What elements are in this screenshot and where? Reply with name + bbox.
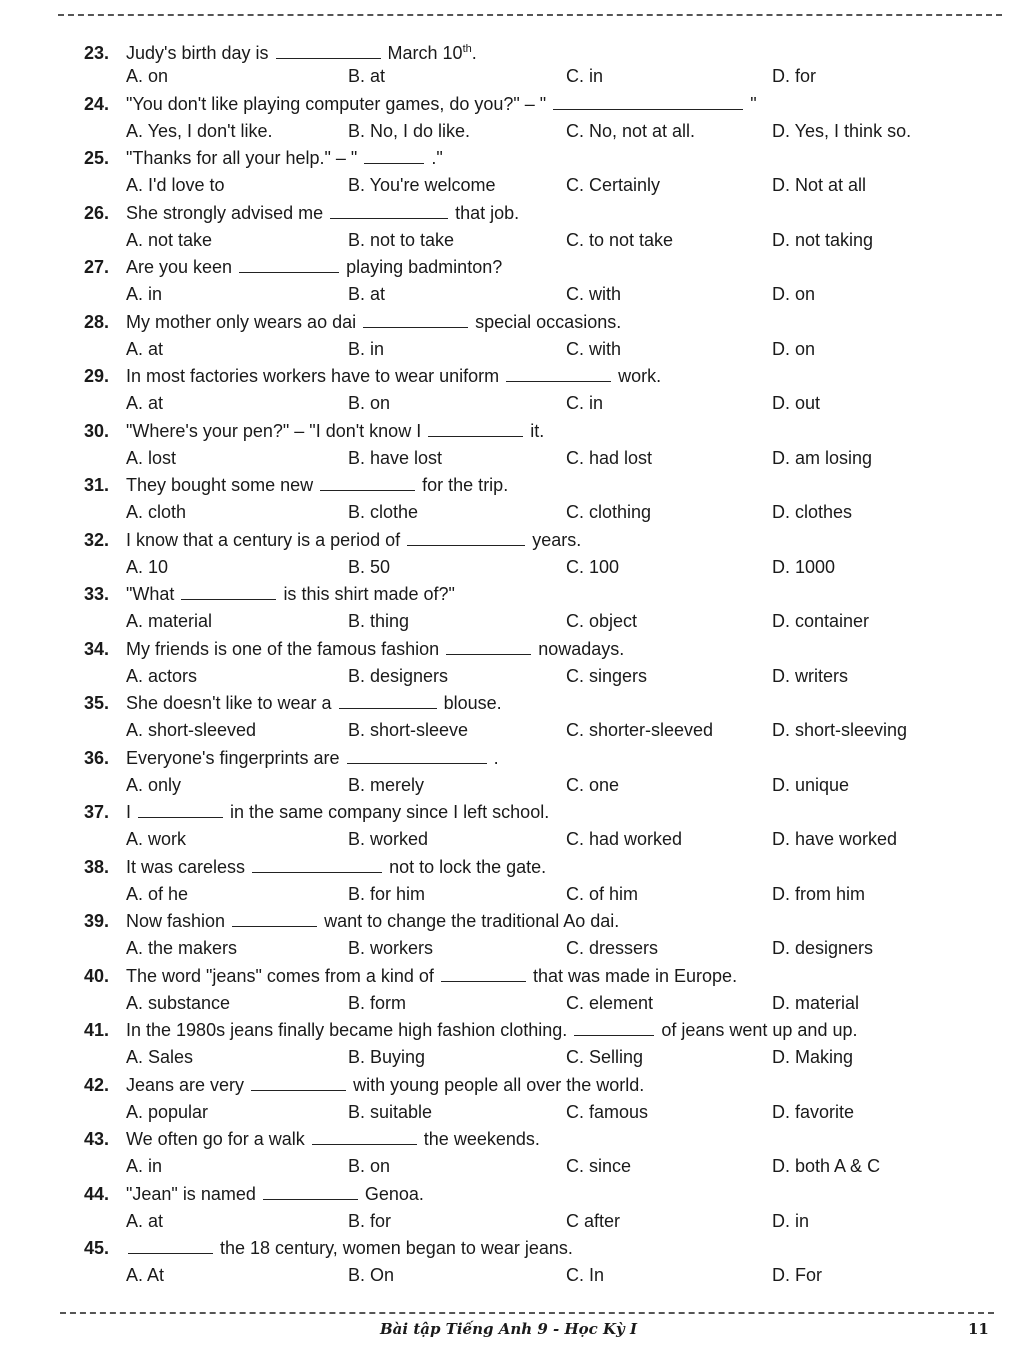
answer-options xyxy=(126,1208,964,1235)
question-text-before: Are you keen xyxy=(126,257,233,277)
answer-option: C. Selling xyxy=(566,1047,644,1067)
question-item xyxy=(84,309,964,364)
answer-options xyxy=(126,772,964,799)
question-number: 40. xyxy=(84,965,110,986)
answer-option: A. actors xyxy=(126,665,198,686)
question-stem xyxy=(84,363,661,390)
question-number: 30. xyxy=(84,420,110,441)
answer-option: C. in xyxy=(566,393,604,413)
question-number: 26. xyxy=(84,202,110,223)
question-text-after: not to lock the gate. xyxy=(389,856,547,877)
answer-option: C. in xyxy=(566,66,604,86)
answer-options xyxy=(126,63,964,90)
answer-blank xyxy=(181,583,276,600)
question-number: 25. xyxy=(84,148,110,168)
question-text-after: the weekends. xyxy=(423,1129,540,1149)
question-stem xyxy=(84,1072,644,1099)
answer-option: C. dressers xyxy=(566,938,659,958)
answer-option: D. short-sleeving xyxy=(772,720,908,740)
answer-blank xyxy=(128,1237,213,1254)
answer-option: C. element xyxy=(566,992,654,1013)
question-stem xyxy=(84,963,737,990)
answer-option: B. You're welcome xyxy=(348,175,496,195)
answer-options xyxy=(126,227,964,254)
answer-blank xyxy=(506,365,611,382)
answer-blank xyxy=(252,856,382,873)
question-stem xyxy=(84,418,544,445)
answer-option: A. on xyxy=(126,66,169,86)
question-stem xyxy=(84,1126,540,1153)
question-item xyxy=(84,527,964,582)
question-number: 41. xyxy=(84,1020,110,1040)
answer-option: C. clothing xyxy=(566,502,652,522)
answer-option: A. popular xyxy=(126,1101,209,1122)
question-item xyxy=(84,908,964,963)
answer-option: C. had worked xyxy=(566,829,683,849)
answer-blank xyxy=(407,529,525,546)
answer-option: D. in xyxy=(772,1210,810,1231)
answer-options xyxy=(126,717,964,744)
answer-option: D. For xyxy=(772,1265,823,1285)
answer-option: D. 1000 xyxy=(772,556,836,577)
question-number: 31. xyxy=(84,475,110,495)
question-text-after: " xyxy=(750,93,757,114)
question-text-before: Jeans are very xyxy=(126,1074,245,1095)
answer-option: B. for xyxy=(348,1210,392,1231)
question-text-before: My mother only wears ao dai xyxy=(126,311,357,332)
question-stem xyxy=(84,254,502,281)
answer-options xyxy=(126,1262,964,1289)
answer-option: B. have lost xyxy=(348,447,443,468)
question-number: 38. xyxy=(84,856,110,877)
answer-option: A. only xyxy=(126,774,182,795)
answer-option: D. material xyxy=(772,992,860,1013)
answer-blank xyxy=(263,1183,358,1200)
question-number: 39. xyxy=(84,911,110,931)
question-text-after: is this shirt made of?" xyxy=(283,584,455,604)
answer-option: A. Yes, I don't like. xyxy=(126,120,273,141)
question-text-after: for the trip. xyxy=(422,475,509,495)
question-stem xyxy=(84,854,546,881)
question-item xyxy=(84,1072,964,1127)
answer-blank xyxy=(320,474,415,491)
question-text-after: playing badminton? xyxy=(346,257,503,277)
question-item xyxy=(84,636,964,691)
answer-option: D. on xyxy=(772,284,816,304)
question-number: 36. xyxy=(84,747,110,768)
answer-option: A. Sales xyxy=(126,1047,194,1067)
answer-option: D. for xyxy=(772,66,817,86)
answer-option: B. 50 xyxy=(348,556,391,577)
question-item xyxy=(84,581,964,636)
answer-option: B. not to take xyxy=(348,229,455,250)
question-number: 34. xyxy=(84,638,110,659)
answer-option: C. to not take xyxy=(566,229,674,250)
answer-options xyxy=(126,172,964,199)
question-stem xyxy=(84,690,502,717)
question-number: 28. xyxy=(84,311,110,332)
question-number: 27. xyxy=(84,257,110,277)
question-number: 44. xyxy=(84,1183,110,1204)
answer-blank xyxy=(330,202,448,219)
question-list xyxy=(84,36,964,1290)
question-text-after: that job. xyxy=(455,202,520,223)
question-text-before: We often go for a walk xyxy=(126,1129,305,1149)
question-text-before: They bought some new xyxy=(126,475,314,495)
question-item xyxy=(84,745,964,800)
answer-option: B. workers xyxy=(348,938,434,958)
question-text-before: "You don't like playing computer games, do you?" – " xyxy=(126,93,547,114)
answer-option: C. with xyxy=(566,284,622,304)
answer-option: A. at xyxy=(126,393,164,413)
answer-option: B. for him xyxy=(348,883,426,904)
answer-options xyxy=(126,499,964,526)
answer-option: B. clothe xyxy=(348,502,419,522)
answer-blank xyxy=(347,747,487,764)
answer-option: D. Not at all xyxy=(772,175,867,195)
answer-option: A. At xyxy=(126,1265,165,1285)
question-text-before: In the 1980s jeans finally became high fashion clothing. xyxy=(126,1020,568,1040)
question-text-before: I xyxy=(126,802,132,822)
answer-option: D. both A & C xyxy=(772,1156,881,1176)
answer-options xyxy=(126,1044,964,1071)
question-text-after: it. xyxy=(530,420,545,441)
answer-option: C. shorter-sleeved xyxy=(566,720,714,740)
answer-option: D. Yes, I think so. xyxy=(772,120,912,141)
answer-blank xyxy=(364,147,424,164)
question-number: 42. xyxy=(84,1074,110,1095)
answer-option: A. work xyxy=(126,829,187,849)
question-text-after: that was made in Europe. xyxy=(532,965,738,986)
question-item xyxy=(84,1235,964,1290)
question-number: 32. xyxy=(84,529,110,550)
bottom-divider xyxy=(60,1312,994,1314)
answer-blank xyxy=(363,311,468,328)
question-item xyxy=(84,1181,964,1236)
question-text-after: years. xyxy=(532,529,582,550)
answer-option: B. in xyxy=(348,338,385,359)
question-text-before: She strongly advised me xyxy=(126,202,324,223)
question-number: 43. xyxy=(84,1129,110,1149)
question-number: 24. xyxy=(84,93,110,114)
answer-option: A. at xyxy=(126,1210,164,1231)
question-item xyxy=(84,1017,964,1072)
question-text-before: My friends is one of the famous fashion xyxy=(126,638,440,659)
question-stem xyxy=(84,527,581,554)
question-item xyxy=(84,854,964,909)
question-stem xyxy=(84,1235,573,1262)
answer-blank xyxy=(574,1019,654,1036)
answer-options xyxy=(126,608,964,635)
answer-option: A. in xyxy=(126,284,163,304)
answer-option: A. at xyxy=(126,338,164,359)
answer-blank xyxy=(339,692,437,709)
question-text-before: Now fashion xyxy=(126,911,226,931)
question-number: 37. xyxy=(84,802,110,822)
question-stem xyxy=(84,799,549,826)
answer-option: A. substance xyxy=(126,992,231,1013)
question-stem xyxy=(84,908,619,935)
question-text-after: with young people all over the world. xyxy=(353,1074,645,1095)
top-divider xyxy=(58,14,1002,16)
question-stem xyxy=(84,309,621,336)
answer-option: D. from him xyxy=(772,883,866,904)
answer-blank xyxy=(251,1074,346,1091)
question-stem xyxy=(84,91,757,118)
answer-option: A. material xyxy=(126,611,213,631)
answer-option: A. in xyxy=(126,1156,163,1176)
answer-option: A. lost xyxy=(126,447,177,468)
answer-option: D. have worked xyxy=(772,829,898,849)
question-item xyxy=(84,1126,964,1181)
answer-option: A. 10 xyxy=(126,556,169,577)
question-stem xyxy=(84,1181,424,1208)
question-number: 45. xyxy=(84,1238,110,1258)
question-stem xyxy=(84,745,499,772)
question-item xyxy=(84,799,964,854)
question-text-before: She doesn't like to wear a xyxy=(126,693,332,713)
answer-option: D. out xyxy=(772,393,821,413)
answer-option: D. clothes xyxy=(772,502,853,522)
answer-option: D. container xyxy=(772,611,870,631)
answer-blank xyxy=(428,420,523,437)
question-item xyxy=(84,200,964,255)
answer-option: B. form xyxy=(348,992,407,1013)
question-stem xyxy=(84,145,443,172)
question-text-before: The word "jeans" comes from a kind of xyxy=(126,965,434,986)
question-text-after: Genoa. xyxy=(364,1183,424,1204)
answer-options xyxy=(126,935,964,962)
answer-option: C. object xyxy=(566,611,638,631)
answer-options xyxy=(126,281,964,308)
question-text-before: "Thanks for all your help." – " xyxy=(126,148,358,168)
answer-option: B. at xyxy=(348,66,386,86)
question-item xyxy=(84,472,964,527)
question-text-before: Judy's birth day is xyxy=(126,43,269,63)
answer-option: B. designers xyxy=(348,665,449,686)
answer-option: B. No, I do like. xyxy=(348,120,471,141)
question-number: 33. xyxy=(84,584,110,604)
question-stem xyxy=(84,636,624,663)
question-text-after: in the same company since I left school. xyxy=(230,802,550,822)
answer-option: B. worked xyxy=(348,829,429,849)
answer-option: C. with xyxy=(566,338,622,359)
answer-option: B. thing xyxy=(348,611,410,631)
question-text-before: I know that a century is a period of xyxy=(126,529,401,550)
answer-option: C. No, not at all. xyxy=(566,120,696,141)
question-text-after: of jeans went up and up. xyxy=(661,1020,858,1040)
question-item xyxy=(84,36,964,91)
question-text-after: want to change the traditional Ao dai. xyxy=(324,911,620,931)
answer-option: C. had lost xyxy=(566,447,653,468)
question-text-after: . xyxy=(493,747,499,768)
answer-option: B. suitable xyxy=(348,1101,433,1122)
answer-options xyxy=(126,554,964,581)
answer-options xyxy=(126,663,964,690)
question-item xyxy=(84,690,964,745)
answer-option: D. writers xyxy=(772,665,848,686)
answer-option: A. short-sleeved xyxy=(126,720,257,740)
answer-option: D. favorite xyxy=(772,1101,855,1122)
question-item xyxy=(84,145,964,200)
answer-options xyxy=(126,390,964,417)
answer-options xyxy=(126,881,964,908)
answer-option: C. 100 xyxy=(566,556,620,577)
answer-option: A. not take xyxy=(126,229,213,250)
answer-option: D. on xyxy=(772,338,816,359)
answer-blank xyxy=(232,910,317,927)
answer-option: B. merely xyxy=(348,774,425,795)
question-item xyxy=(84,418,964,473)
question-text-after: March 10 xyxy=(387,43,463,63)
question-text-after: blouse. xyxy=(443,693,502,713)
answer-blank xyxy=(553,93,743,110)
question-number: 35. xyxy=(84,693,110,713)
answer-option: C. famous xyxy=(566,1101,649,1122)
question-text-after: work. xyxy=(618,366,662,386)
answer-options xyxy=(126,336,964,363)
question-text-after: ." xyxy=(431,148,443,168)
question-text-end: . xyxy=(471,43,477,63)
question-stem xyxy=(84,581,455,608)
answer-option: D. Making xyxy=(772,1047,854,1067)
question-stem xyxy=(84,472,508,499)
answer-option: C. In xyxy=(566,1265,605,1285)
answer-blank xyxy=(441,965,526,982)
answer-blank xyxy=(276,42,381,59)
answer-options xyxy=(126,826,964,853)
answer-option: B. Buying xyxy=(348,1047,426,1067)
question-stem xyxy=(84,36,477,63)
answer-option: A. cloth xyxy=(126,502,187,522)
answer-option: C. since xyxy=(566,1156,632,1176)
page-number: 11 xyxy=(968,1320,989,1338)
question-item xyxy=(84,254,964,309)
answer-option: C. Certainly xyxy=(566,175,661,195)
answer-options xyxy=(126,118,964,145)
answer-blank xyxy=(239,256,339,273)
answer-options xyxy=(126,445,964,472)
question-text-after: the 18 century, women began to wear jeans. xyxy=(220,1238,573,1258)
answer-options xyxy=(126,990,964,1017)
question-text-before: In most factories workers have to wear uniform xyxy=(126,366,500,386)
answer-option: A. the makers xyxy=(126,938,238,958)
answer-option: B. on xyxy=(348,1156,391,1176)
answer-option: A. I'd love to xyxy=(126,175,225,195)
answer-option: D. am losing xyxy=(772,447,873,468)
question-text-before: "What xyxy=(126,584,175,604)
answer-blank xyxy=(446,638,531,655)
question-item xyxy=(84,963,964,1018)
answer-option: D. not taking xyxy=(772,229,874,250)
answer-option: B. at xyxy=(348,284,386,304)
answer-option: B. On xyxy=(348,1265,395,1285)
answer-option: C. one xyxy=(566,774,620,795)
answer-option: A. of he xyxy=(126,883,189,904)
answer-options xyxy=(126,1099,964,1126)
answer-option: C after xyxy=(566,1210,621,1231)
answer-option: B. on xyxy=(348,393,391,413)
question-number: 23. xyxy=(84,43,110,63)
question-item xyxy=(84,91,964,146)
question-stem xyxy=(84,200,519,227)
answer-option: B. short-sleeve xyxy=(348,720,469,740)
question-text-before: It was careless xyxy=(126,856,246,877)
question-text-before: Everyone's fingerprints are xyxy=(126,747,340,768)
answer-blank xyxy=(138,801,223,818)
answer-option: C. of him xyxy=(566,883,639,904)
question-text-after: special occasions. xyxy=(475,311,622,332)
question-text-before: "Where's your pen?" – "I don't know I xyxy=(126,420,422,441)
answer-option: D. designers xyxy=(772,938,874,958)
answer-option: C. singers xyxy=(566,665,648,686)
question-item xyxy=(84,363,964,418)
question-number: 29. xyxy=(84,366,110,386)
answer-options xyxy=(126,1153,964,1180)
superscript: th xyxy=(462,43,472,55)
answer-blank xyxy=(312,1128,417,1145)
question-text-after: nowadays. xyxy=(538,638,625,659)
question-text-before: "Jean" is named xyxy=(126,1183,256,1204)
footer-title: Bài tập Tiếng Anh 9 - Học Kỳ I xyxy=(380,1320,637,1338)
answer-option: D. unique xyxy=(772,774,850,795)
question-stem xyxy=(84,1017,857,1044)
